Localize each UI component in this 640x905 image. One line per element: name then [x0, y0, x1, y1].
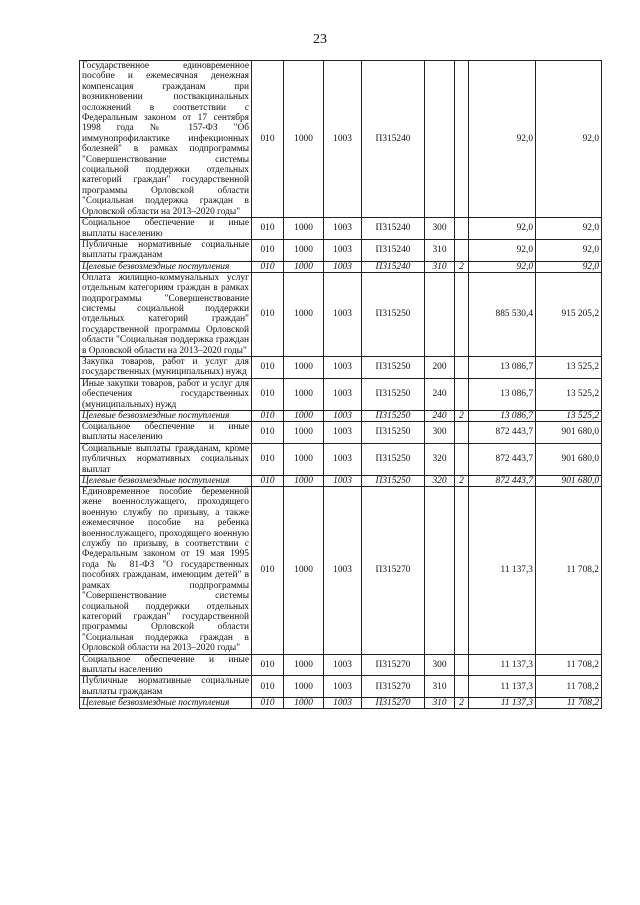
- grbs-cell: 010: [252, 676, 284, 698]
- amount-year2-cell: 11 708,2: [536, 698, 602, 709]
- target-article-cell: П315240: [362, 239, 425, 261]
- table-row: [80, 654, 602, 676]
- grbs-cell: 010: [252, 487, 284, 655]
- section-cell: 1000: [284, 378, 324, 410]
- amount-year1-cell: 13 086,7: [469, 356, 536, 378]
- amount-year1-cell: 885 530,4: [469, 272, 536, 356]
- section-cell: 1000: [284, 261, 324, 272]
- sub-code-cell: 2: [455, 261, 469, 272]
- row-name-cell: Иные закупки товаров, работ и услуг для обеспечения государственных (муниципальных) нужд: [80, 378, 252, 410]
- expense-type-cell: 240: [425, 411, 455, 422]
- section-cell: 1000: [284, 476, 324, 487]
- target-article-cell: П315240: [362, 261, 425, 272]
- subsection-cell: 1003: [324, 261, 362, 272]
- grbs-cell: 010: [252, 356, 284, 378]
- expense-type-cell: 310: [425, 676, 455, 698]
- sub-code-cell: [455, 378, 469, 410]
- table-row: [80, 378, 602, 410]
- amount-year2-cell: 901 680,0: [536, 422, 602, 444]
- section-cell: 1000: [284, 698, 324, 709]
- target-article-cell: П315250: [362, 411, 425, 422]
- target-article-cell: П315270: [362, 676, 425, 698]
- amount-year1-cell: 13 086,7: [469, 378, 536, 410]
- table-row: [80, 443, 602, 475]
- amount-year2-cell: 92,0: [536, 239, 602, 261]
- table-row-grant: [80, 411, 602, 422]
- table-row: [80, 218, 602, 240]
- expense-type-cell: 300: [425, 654, 455, 676]
- target-article-cell: П315240: [362, 61, 425, 218]
- sub-code-cell: 2: [455, 698, 469, 709]
- grbs-cell: 010: [252, 422, 284, 444]
- expense-type-cell: 320: [425, 443, 455, 475]
- table-row-grant: [80, 261, 602, 272]
- amount-year2-cell: 13 525,2: [536, 356, 602, 378]
- target-article-cell: П315250: [362, 272, 425, 356]
- sub-code-cell: 2: [455, 411, 469, 422]
- sub-code-cell: [455, 676, 469, 698]
- target-article-cell: П315250: [362, 378, 425, 410]
- subsection-cell: 1003: [324, 378, 362, 410]
- row-name-cell: Социальное обеспечение и иные выплаты населению: [80, 654, 252, 676]
- expense-type-cell: 240: [425, 378, 455, 410]
- subsection-cell: 1003: [324, 422, 362, 444]
- row-name-cell: Государственное единовременное пособие и ежемесячная денежная компенсация гражданам при возникновении поствакцинальных осложнений в соответствии с Федеральным законом от 17 сентября 1998 года № 157-ФЗ "Об иммунопрофилактике инфекционных болезней" в рамках подпрограммы "Совершенствование системы социальной поддержки отдельных категорий граждан" государственной программы Орловской области "Социальная поддержка граждан в Орловской области на 2013–2020 годы": [80, 61, 252, 218]
- section-cell: 1000: [284, 218, 324, 240]
- amount-year2-cell: 13 525,2: [536, 378, 602, 410]
- table-row-grant: [80, 476, 602, 487]
- subsection-cell: 1003: [324, 654, 362, 676]
- table-row: [80, 356, 602, 378]
- page-number: 23: [313, 32, 327, 47]
- subsection-cell: 1003: [324, 411, 362, 422]
- target-article-cell: П315250: [362, 443, 425, 475]
- table-row: [80, 272, 602, 356]
- subsection-cell: 1003: [324, 698, 362, 709]
- grbs-cell: 010: [252, 654, 284, 676]
- grbs-cell: 010: [252, 272, 284, 356]
- section-cell: 1000: [284, 487, 324, 655]
- expense-type-cell: 300: [425, 218, 455, 240]
- grbs-cell: 010: [252, 476, 284, 487]
- target-article-cell: П315250: [362, 476, 425, 487]
- grbs-cell: 010: [252, 698, 284, 709]
- section-cell: 1000: [284, 411, 324, 422]
- amount-year2-cell: 92,0: [536, 61, 602, 218]
- row-name-cell: Закупка товаров, работ и услуг для государственных (муниципальных) нужд: [80, 356, 252, 378]
- row-name-cell: Целевые безвозмездные поступления: [80, 411, 252, 422]
- row-name-cell: Целевые безвозмездные поступления: [80, 261, 252, 272]
- section-cell: 1000: [284, 443, 324, 475]
- target-article-cell: П315250: [362, 422, 425, 444]
- subsection-cell: 1003: [324, 443, 362, 475]
- row-name-cell: Оплата жилищно-коммунальных услуг отдельным категориям граждан в рамках подпрограммы "Совершенствование системы социальной поддержки отдельных категорий граждан" государственной программы Орловской области "Социальная поддержка граждан в Орловской области на 2013–2020 годы": [80, 272, 252, 356]
- sub-code-cell: [455, 272, 469, 356]
- section-cell: 1000: [284, 239, 324, 261]
- section-cell: 1000: [284, 654, 324, 676]
- section-cell: 1000: [284, 422, 324, 444]
- row-name-cell: Единовременное пособие беременной жене военнослужащего, проходящего военную службу по призыву, а также ежемесячное пособие на ребенка военнослужащего, проходящего военную службу по призыву, в соответствии с Федеральным законом от 19 мая 1995 года № 81-ФЗ "О государственных пособиях гражданам, имеющим детей" в рамках подпрограммы "Совершенствование системы социальной поддержки отдельных категорий граждан" государственной программы Орловской области "Социальная поддержка граждан в Орловской области на 2013–2020 годы": [80, 487, 252, 655]
- sub-code-cell: [455, 218, 469, 240]
- amount-year2-cell: 915 205,2: [536, 272, 602, 356]
- target-article-cell: П315270: [362, 654, 425, 676]
- expense-type-cell: 200: [425, 356, 455, 378]
- table-row: [80, 487, 602, 655]
- amount-year1-cell: 92,0: [469, 61, 536, 218]
- sub-code-cell: [455, 487, 469, 655]
- subsection-cell: 1003: [324, 272, 362, 356]
- amount-year1-cell: 872 443,7: [469, 443, 536, 475]
- subsection-cell: 1003: [324, 487, 362, 655]
- row-name-cell: Социальные выплаты гражданам, кроме публичных нормативных социальных выплат: [80, 443, 252, 475]
- row-name-cell: Публичные нормативные социальные выплаты гражданам: [80, 676, 252, 698]
- amount-year1-cell: 92,0: [469, 239, 536, 261]
- section-cell: 1000: [284, 676, 324, 698]
- expense-type-cell: [425, 272, 455, 356]
- expense-type-cell: 310: [425, 239, 455, 261]
- amount-year2-cell: 92,0: [536, 261, 602, 272]
- amount-year2-cell: 901 680,0: [536, 443, 602, 475]
- sub-code-cell: [455, 654, 469, 676]
- section-cell: 1000: [284, 356, 324, 378]
- amount-year1-cell: 11 137,3: [469, 654, 536, 676]
- target-article-cell: П315270: [362, 487, 425, 655]
- row-name-cell: Публичные нормативные социальные выплаты гражданам: [80, 239, 252, 261]
- amount-year1-cell: 92,0: [469, 261, 536, 272]
- sub-code-cell: [455, 61, 469, 218]
- amount-year1-cell: 13 086,7: [469, 411, 536, 422]
- amount-year1-cell: 11 137,3: [469, 676, 536, 698]
- amount-year2-cell: 13 525,2: [536, 411, 602, 422]
- amount-year2-cell: 11 708,2: [536, 487, 602, 655]
- amount-year1-cell: 872 443,7: [469, 476, 536, 487]
- amount-year2-cell: 11 708,2: [536, 654, 602, 676]
- subsection-cell: 1003: [324, 218, 362, 240]
- subsection-cell: 1003: [324, 676, 362, 698]
- grbs-cell: 010: [252, 218, 284, 240]
- amount-year2-cell: 92,0: [536, 218, 602, 240]
- sub-code-cell: [455, 422, 469, 444]
- target-article-cell: П315270: [362, 698, 425, 709]
- target-article-cell: П315240: [362, 218, 425, 240]
- grbs-cell: 010: [252, 378, 284, 410]
- budget-table: [79, 60, 602, 709]
- amount-year1-cell: 872 443,7: [469, 422, 536, 444]
- row-name-cell: Целевые безвозмездные поступления: [80, 698, 252, 709]
- row-name-cell: Социальное обеспечение и иные выплаты населению: [80, 422, 252, 444]
- sub-code-cell: [455, 239, 469, 261]
- amount-year2-cell: 901 680,0: [536, 476, 602, 487]
- expense-type-cell: 310: [425, 261, 455, 272]
- subsection-cell: 1003: [324, 356, 362, 378]
- section-cell: 1000: [284, 272, 324, 356]
- row-name-cell: Социальное обеспечение и иные выплаты населению: [80, 218, 252, 240]
- table-row: [80, 239, 602, 261]
- subsection-cell: 1003: [324, 61, 362, 218]
- table-row: [80, 422, 602, 444]
- expense-type-cell: 320: [425, 476, 455, 487]
- expense-type-cell: 300: [425, 422, 455, 444]
- row-name-cell: Целевые безвозмездные поступления: [80, 476, 252, 487]
- sub-code-cell: [455, 443, 469, 475]
- grbs-cell: 010: [252, 61, 284, 218]
- sub-code-cell: [455, 356, 469, 378]
- grbs-cell: 010: [252, 239, 284, 261]
- amount-year1-cell: 11 137,3: [469, 487, 536, 655]
- amount-year1-cell: 11 137,3: [469, 698, 536, 709]
- expense-type-cell: 310: [425, 698, 455, 709]
- table-row: [80, 61, 602, 218]
- table-row: [80, 676, 602, 698]
- grbs-cell: 010: [252, 411, 284, 422]
- sub-code-cell: 2: [455, 476, 469, 487]
- grbs-cell: 010: [252, 261, 284, 272]
- expense-type-cell: [425, 61, 455, 218]
- section-cell: 1000: [284, 61, 324, 218]
- subsection-cell: 1003: [324, 476, 362, 487]
- grbs-cell: 010: [252, 443, 284, 475]
- amount-year1-cell: 92,0: [469, 218, 536, 240]
- subsection-cell: 1003: [324, 239, 362, 261]
- amount-year2-cell: 11 708,2: [536, 676, 602, 698]
- target-article-cell: П315250: [362, 356, 425, 378]
- table-row-grant: [80, 698, 602, 709]
- expense-type-cell: [425, 487, 455, 655]
